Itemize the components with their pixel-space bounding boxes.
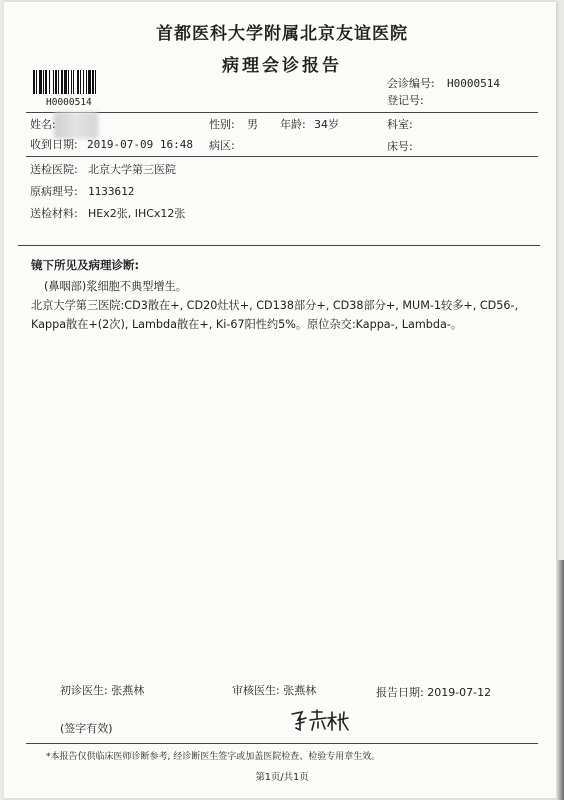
gender-label: 性别:	[209, 118, 235, 131]
material-value: HEx2张, IHCx12张	[88, 207, 186, 220]
footer-divider	[26, 743, 538, 744]
gender-value: 男	[247, 118, 258, 131]
page-edge-shadow	[556, 560, 564, 800]
handwritten-signature	[288, 706, 364, 734]
consult-no-value: H0000514	[447, 77, 500, 90]
diagnosis-divider	[18, 245, 540, 246]
submitting-hospital-value: 北京大学第三医院	[88, 163, 176, 176]
disclaimer: *本报告仅供临床医师诊断参考, 经诊断医生签字或加盖医院检查、检验专用章生效。	[46, 752, 381, 762]
barcode-image	[33, 70, 131, 94]
hospital-name: 首都医科大学附属北京友谊医院	[156, 24, 408, 44]
diagnosis-details: 北京大学第三医院:CD3散在+, CD20灶状+, CD138部分+, CD38部分+, MUM-1较多+, CD56-, Kappa散在+(2次), Lambda散在+, Ki-67阳性约5%。原位杂交:Kappa-, Lambda-。	[31, 299, 519, 331]
barcode-number: H0000514	[46, 97, 92, 108]
diagnosis-heading: 镜下所见及病理诊断:	[31, 258, 140, 272]
submitting-hospital-label: 送检医院:	[30, 163, 78, 176]
page-number: 第1页/共1页	[255, 772, 309, 783]
header-divider	[26, 112, 538, 113]
report-title: 病理会诊报告	[222, 56, 342, 76]
bed-label: 床号:	[387, 140, 413, 153]
diagnosis-summary: (鼻咽部)浆细胞不典型增生。	[44, 280, 187, 293]
age-value: 34岁	[314, 118, 339, 131]
report-date: 报告日期: 2019-07-12	[376, 686, 492, 699]
received-date-label: 收到日期:	[30, 138, 78, 151]
department-label: 科室:	[387, 118, 413, 131]
review-doctor: 审核医生: 张燕林	[232, 684, 317, 697]
initial-doctor: 初诊医生: 张燕林	[60, 684, 145, 697]
original-pathology-no-value: 1133612	[88, 185, 135, 198]
signature-valid-note: (签字有效)	[60, 722, 113, 735]
redacted-name	[54, 112, 98, 139]
age-label: 年龄:	[280, 118, 306, 131]
consult-no-label: 会诊编号:	[387, 77, 435, 90]
name-label: 姓名:	[30, 118, 56, 131]
original-pathology-no-label: 原病理号:	[30, 185, 78, 198]
received-date-value: 2019-07-09 16:48	[87, 138, 193, 151]
patient-divider	[26, 156, 538, 157]
material-label: 送检材料:	[30, 207, 78, 220]
ward-label: 病区:	[209, 139, 235, 152]
register-no-label: 登记号:	[387, 94, 424, 107]
